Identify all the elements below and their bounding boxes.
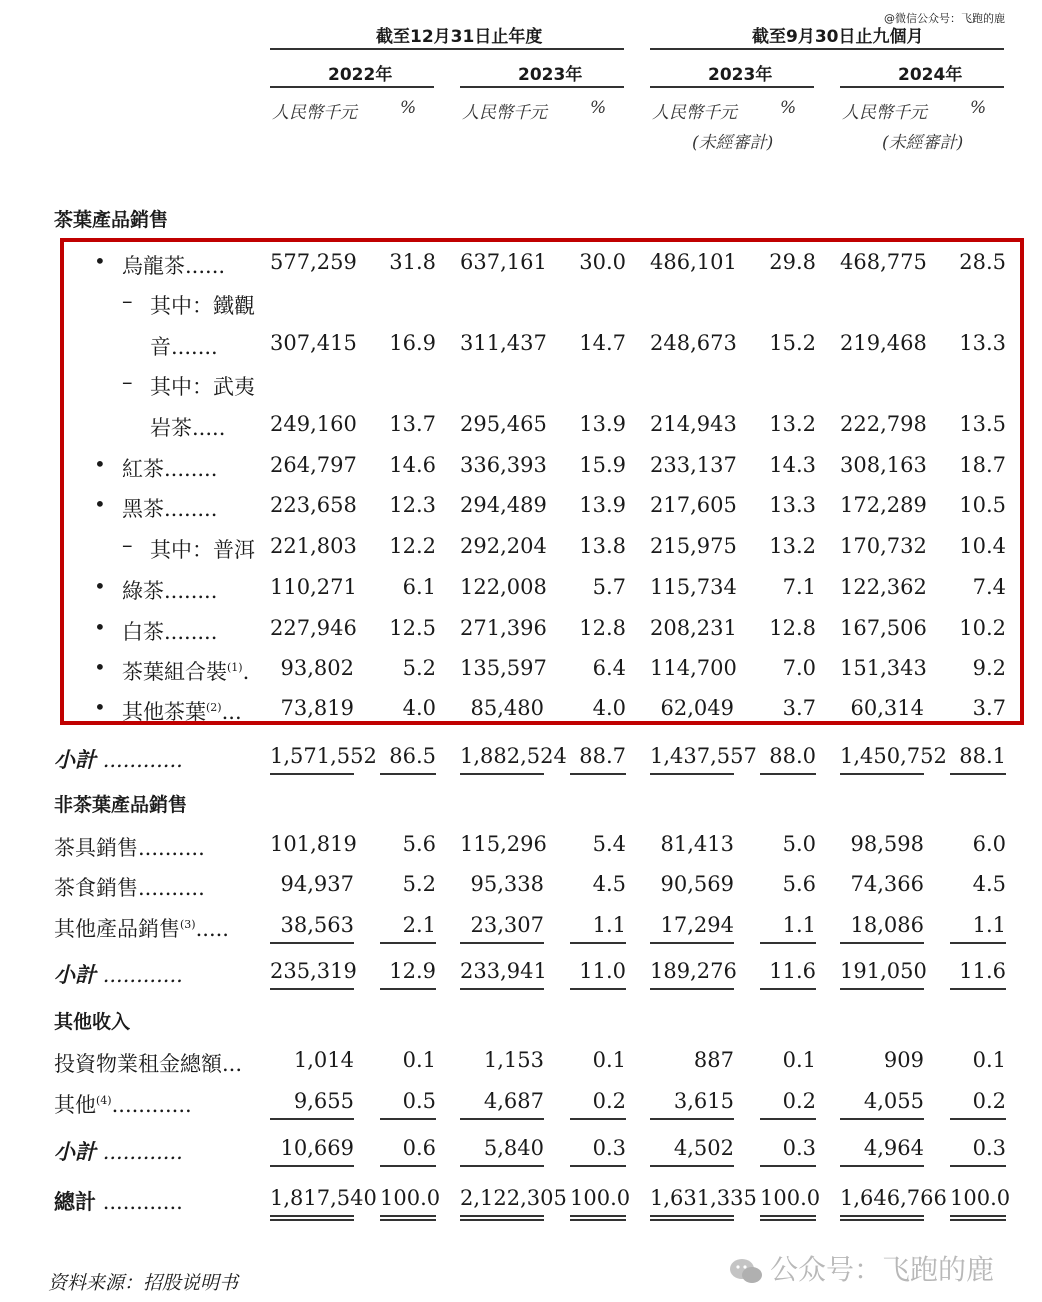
cell: 81,413 <box>660 832 734 856</box>
cell: 577,259 <box>270 250 357 274</box>
period-nine-months-header: 截至9月30日止九個月 <box>752 27 924 47</box>
cell: 10.4 <box>959 534 1006 558</box>
cell: 5,840 <box>483 1136 544 1160</box>
subtotal-underline <box>950 773 1006 775</box>
cell: 100.0 <box>380 1186 441 1210</box>
cell: 2.1 <box>402 913 436 937</box>
cell: 1.1 <box>782 913 816 937</box>
cell: 88.1 <box>959 744 1006 768</box>
cell: 1,646,766 <box>840 1186 947 1210</box>
cell: 98,598 <box>850 832 924 856</box>
cell: 0.6 <box>402 1136 436 1160</box>
cell: 101,819 <box>270 832 357 856</box>
table-row <box>0 449 1042 483</box>
table-row <box>0 612 1042 646</box>
row-label: 黑茶........ <box>122 497 218 521</box>
cell: 110,271 <box>270 575 357 599</box>
cell: 11.0 <box>579 959 626 983</box>
row-label: 音....... <box>150 335 218 359</box>
row-label: 綠茶........ <box>122 579 218 603</box>
cell: 248,673 <box>650 331 737 355</box>
subtotal-underline <box>840 988 924 990</box>
unit-rmb-label: 人民幣千元 <box>272 103 357 123</box>
watermark-top: @微信公众号：飞跑的鹿 <box>884 12 1005 25</box>
section-title-tea-sales: 茶葉產品銷售 <box>54 209 169 231</box>
table-row <box>0 868 1042 902</box>
cell: 4.0 <box>402 696 436 720</box>
row-label: 烏龍茶...... <box>122 254 226 278</box>
cell: 15.2 <box>769 331 816 355</box>
cell: 6.1 <box>402 575 436 599</box>
subtotal-underline <box>760 773 816 775</box>
cell: 0.3 <box>592 1136 626 1160</box>
table-row <box>0 327 1042 361</box>
cell: 62,049 <box>660 696 734 720</box>
cell: 292,204 <box>460 534 547 558</box>
subtotal-underline <box>840 773 924 775</box>
cell: 189,276 <box>650 959 737 983</box>
subtotal-underline <box>760 988 816 990</box>
table-row <box>0 489 1042 523</box>
cell: 18.7 <box>959 453 1006 477</box>
cell: 5.6 <box>402 832 436 856</box>
cell: 31.8 <box>389 250 436 274</box>
cell: 151,343 <box>840 656 927 680</box>
subtotal-row <box>0 1132 1042 1166</box>
year-header: 2023年 <box>518 65 583 85</box>
total-row <box>0 1182 1042 1216</box>
total-double-underline <box>840 1215 924 1221</box>
cell: 4.0 <box>592 696 626 720</box>
cell: 115,296 <box>460 832 547 856</box>
cell: 2,122,305 <box>460 1186 567 1210</box>
row-underline <box>760 942 816 944</box>
cell: 0.2 <box>972 1089 1006 1113</box>
period-year-header: 截至12月31日止年度 <box>376 27 543 47</box>
unit-pct-label: % <box>400 98 417 118</box>
header-rule <box>270 48 624 50</box>
total-double-underline <box>760 1215 816 1221</box>
year-rule <box>460 86 624 88</box>
subtotal-underline <box>570 773 626 775</box>
unit-rmb-label: 人民幣千元 <box>652 103 737 123</box>
cell: 90,569 <box>660 872 734 896</box>
row-underline <box>840 1118 924 1120</box>
cell: 9.2 <box>972 656 1006 680</box>
cell: 0.5 <box>402 1089 436 1113</box>
row-underline <box>840 942 924 944</box>
row-label: 茶食銷售.......... <box>54 876 205 900</box>
table-row <box>0 652 1042 686</box>
unit-pct-label: % <box>780 98 797 118</box>
cell: 249,160 <box>270 412 357 436</box>
cell: 6.4 <box>592 656 626 680</box>
cell: 4,687 <box>483 1089 544 1113</box>
cell: 1,014 <box>293 1048 354 1072</box>
cell: 167,506 <box>840 616 927 640</box>
cell: 295,465 <box>460 412 547 436</box>
row-label: 茶具銷售.......... <box>54 836 205 860</box>
unit-pct-label: % <box>590 98 607 118</box>
watermark-text: 公众号：飞跑的鹿 <box>770 1253 995 1286</box>
cell: 486,101 <box>650 250 737 274</box>
subtotal-underline <box>570 1165 626 1167</box>
cell: 14.7 <box>579 331 626 355</box>
cell: 85,480 <box>470 696 544 720</box>
cell: 11.6 <box>769 959 816 983</box>
cell: 12.5 <box>389 616 436 640</box>
row-underline <box>950 1118 1006 1120</box>
cell: 16.9 <box>389 331 436 355</box>
cell: 208,231 <box>650 616 737 640</box>
cell: 0.1 <box>782 1048 816 1072</box>
cell: 6.0 <box>972 832 1006 856</box>
cell: 28.5 <box>959 250 1006 274</box>
cell: 122,008 <box>460 575 547 599</box>
cell: 1,450,752 <box>840 744 947 768</box>
cell: 233,137 <box>650 453 737 477</box>
total-double-underline <box>950 1215 1006 1221</box>
subtotal-underline <box>760 1165 816 1167</box>
cell: 221,803 <box>270 534 357 558</box>
subtotal-underline <box>650 988 734 990</box>
cell: 5.2 <box>402 656 436 680</box>
cell: 1,631,335 <box>650 1186 757 1210</box>
table-row <box>0 246 1042 280</box>
cell: 100.0 <box>950 1186 1011 1210</box>
cell: 88.0 <box>769 744 816 768</box>
subtotal-underline <box>270 1165 354 1167</box>
cell: 29.8 <box>769 250 816 274</box>
row-underline <box>950 942 1006 944</box>
cell: 191,050 <box>840 959 927 983</box>
subtotal-label: 小計 ............ <box>54 962 183 987</box>
subtotal-underline <box>460 988 544 990</box>
cell: 1,817,540 <box>270 1186 377 1210</box>
table-row <box>0 530 1042 564</box>
cell: 311,437 <box>460 331 547 355</box>
row-label: 其中：武夷 <box>150 375 255 399</box>
subtotal-underline <box>840 1165 924 1167</box>
unaudited-label: (未經審計) <box>882 133 964 153</box>
row-underline <box>460 1118 544 1120</box>
cell: 1.1 <box>592 913 626 937</box>
total-double-underline <box>460 1215 544 1221</box>
year-header: 2023年 <box>708 65 773 85</box>
cell: 307,415 <box>270 331 357 355</box>
cell: 114,700 <box>650 656 737 680</box>
bullet-marker: • <box>94 695 106 719</box>
cell: 93,802 <box>280 656 354 680</box>
row-underline <box>460 942 544 944</box>
cell: 86.5 <box>389 744 436 768</box>
cell: 4,964 <box>863 1136 924 1160</box>
row-underline <box>570 1118 626 1120</box>
cell: 115,734 <box>650 575 737 599</box>
subtotal-label: 小計 ............ <box>54 1139 183 1164</box>
subtotal-underline <box>460 1165 544 1167</box>
cell: 73,819 <box>280 696 354 720</box>
subtotal-row <box>0 955 1042 989</box>
wechat-icon <box>728 1256 764 1286</box>
cell: 13.7 <box>389 412 436 436</box>
cell: 30.0 <box>579 250 626 274</box>
cell: 909 <box>883 1048 924 1072</box>
table-row <box>0 1085 1042 1119</box>
cell: 219,468 <box>840 331 927 355</box>
dash-marker: – <box>122 533 133 557</box>
bullet-marker: • <box>94 655 106 679</box>
cell: 4,055 <box>863 1089 924 1113</box>
cell: 235,319 <box>270 959 357 983</box>
table-row <box>0 367 1042 401</box>
cell: 13.3 <box>769 493 816 517</box>
cell: 5.2 <box>402 872 436 896</box>
cell: 5.0 <box>782 832 816 856</box>
cell: 3,615 <box>673 1089 734 1113</box>
subtotal-underline <box>270 988 354 990</box>
section-title-other-income: 其他收入 <box>54 1011 131 1033</box>
table-row <box>0 1044 1042 1078</box>
cell: 7.1 <box>782 575 816 599</box>
cell: 12.3 <box>389 493 436 517</box>
subtotal-underline <box>380 988 436 990</box>
cell: 38,563 <box>280 913 354 937</box>
footnote-ref: (3) <box>180 918 196 931</box>
total-double-underline <box>270 1215 354 1221</box>
cell: 13.8 <box>579 534 626 558</box>
cell: 172,289 <box>840 493 927 517</box>
row-label: 投資物業租金總額... <box>54 1052 243 1076</box>
unit-rmb-label: 人民幣千元 <box>842 103 927 123</box>
cell: 100.0 <box>760 1186 821 1210</box>
cell: 223,658 <box>270 493 357 517</box>
cell: 4,502 <box>673 1136 734 1160</box>
table-row <box>0 909 1042 943</box>
row-underline <box>270 942 354 944</box>
row-label: 其他產品銷售$^{(3)}$..... <box>54 917 229 941</box>
cell: 3.7 <box>972 696 1006 720</box>
cell: 887 <box>693 1048 734 1072</box>
subtotal-underline <box>650 1165 734 1167</box>
cell: 13.2 <box>769 412 816 436</box>
cell: 0.2 <box>592 1089 626 1113</box>
year-rule <box>270 86 434 88</box>
cell: 4.5 <box>592 872 626 896</box>
bullet-marker: • <box>94 249 106 273</box>
cell: 14.6 <box>389 453 436 477</box>
cell: 100.0 <box>570 1186 631 1210</box>
footnote-ref: (2) <box>206 701 222 714</box>
cell: 14.3 <box>769 453 816 477</box>
cell: 9,655 <box>293 1089 354 1113</box>
cell: 13.9 <box>579 493 626 517</box>
cell: 233,941 <box>460 959 547 983</box>
cell: 74,366 <box>850 872 924 896</box>
table-row <box>0 828 1042 862</box>
cell: 5.6 <box>782 872 816 896</box>
cell: 215,975 <box>650 534 737 558</box>
row-underline <box>760 1118 816 1120</box>
year-rule <box>650 86 814 88</box>
row-underline <box>650 942 734 944</box>
cell: 0.3 <box>782 1136 816 1160</box>
year-header: 2022年 <box>328 65 393 85</box>
subtotal-underline <box>460 773 544 775</box>
cell: 12.2 <box>389 534 436 558</box>
cell: 7.4 <box>972 575 1006 599</box>
cell: 0.2 <box>782 1089 816 1113</box>
cell: 7.0 <box>782 656 816 680</box>
unit-rmb-label: 人民幣千元 <box>462 103 547 123</box>
cell: 13.3 <box>959 331 1006 355</box>
cell: 294,489 <box>460 493 547 517</box>
cell: 13.2 <box>769 534 816 558</box>
subtotal-underline <box>270 773 354 775</box>
row-label: 其中：鐵觀 <box>150 294 255 318</box>
total-double-underline <box>380 1215 436 1221</box>
cell: 1,571,552 <box>270 744 377 768</box>
table-row <box>0 408 1042 442</box>
cell: 0.3 <box>972 1136 1006 1160</box>
cell: 214,943 <box>650 412 737 436</box>
cell: 1,153 <box>483 1048 544 1072</box>
cell: 10,669 <box>280 1136 354 1160</box>
row-underline <box>650 1118 734 1120</box>
source-note: 资料来源：招股说明书 <box>48 1272 239 1294</box>
cell: 1.1 <box>972 913 1006 937</box>
subtotal-underline <box>950 988 1006 990</box>
row-underline <box>270 1118 354 1120</box>
cell: 1,437,557 <box>650 744 757 768</box>
subtotal-underline <box>570 988 626 990</box>
total-double-underline <box>570 1215 626 1221</box>
cell: 1,882,524 <box>460 744 567 768</box>
cell: 3.7 <box>782 696 816 720</box>
cell: 0.1 <box>972 1048 1006 1072</box>
year-rule <box>840 86 1004 88</box>
footnote-ref: (1) <box>227 661 243 674</box>
subtotal-underline <box>650 773 734 775</box>
row-label: 紅茶........ <box>122 457 218 481</box>
bullet-marker: • <box>94 615 106 639</box>
table-row <box>0 286 1042 320</box>
row-underline <box>380 942 436 944</box>
row-underline <box>570 942 626 944</box>
row-label: 其中：普洱 <box>150 538 255 562</box>
cell: 95,338 <box>470 872 544 896</box>
unaudited-label: (未經審計) <box>692 133 774 153</box>
cell: 88.7 <box>579 744 626 768</box>
cell: 13.5 <box>959 412 1006 436</box>
cell: 13.9 <box>579 412 626 436</box>
subtotal-underline <box>380 1165 436 1167</box>
cell: 468,775 <box>840 250 927 274</box>
cell: 10.5 <box>959 493 1006 517</box>
cell: 170,732 <box>840 534 927 558</box>
subtotal-row <box>0 740 1042 774</box>
cell: 308,163 <box>840 453 927 477</box>
cell: 122,362 <box>840 575 927 599</box>
cell: 60,314 <box>850 696 924 720</box>
cell: 271,396 <box>460 616 547 640</box>
cell: 227,946 <box>270 616 357 640</box>
subtotal-underline <box>950 1165 1006 1167</box>
cell: 12.8 <box>579 616 626 640</box>
cell: 12.9 <box>389 959 436 983</box>
cell: 12.8 <box>769 616 816 640</box>
cell: 264,797 <box>270 453 357 477</box>
row-label: 岩茶..... <box>150 416 226 440</box>
cell: 17,294 <box>660 913 734 937</box>
row-label: 茶葉組合裝$^{(1)}$. <box>122 660 250 684</box>
subtotal-label: 小計 ............ <box>54 747 183 772</box>
bullet-marker: • <box>94 452 106 476</box>
dash-marker: – <box>122 370 133 394</box>
header-rule <box>650 48 1004 50</box>
cell: 18,086 <box>850 913 924 937</box>
bullet-marker: • <box>94 574 106 598</box>
cell: 5.4 <box>592 832 626 856</box>
cell: 94,937 <box>280 872 354 896</box>
cell: 217,605 <box>650 493 737 517</box>
cell: 4.5 <box>972 872 1006 896</box>
cell: 23,307 <box>470 913 544 937</box>
cell: 10.2 <box>959 616 1006 640</box>
row-label: 其他茶葉$^{(2)}$... <box>122 700 242 724</box>
unit-pct-label: % <box>970 98 987 118</box>
total-double-underline <box>650 1215 734 1221</box>
cell: 0.1 <box>592 1048 626 1072</box>
watermark-bottom <box>728 1248 994 1288</box>
section-title-non-tea-sales: 非茶葉產品銷售 <box>54 794 188 816</box>
bullet-marker: • <box>94 492 106 516</box>
cell: 135,597 <box>460 656 547 680</box>
table-row <box>0 571 1042 605</box>
row-label: 白茶........ <box>122 620 218 644</box>
subtotal-underline <box>380 773 436 775</box>
cell: 637,161 <box>460 250 547 274</box>
row-underline <box>380 1118 436 1120</box>
cell: 222,798 <box>840 412 927 436</box>
footnote-ref: (4) <box>96 1094 112 1107</box>
cell: 5.7 <box>592 575 626 599</box>
year-header: 2024年 <box>898 65 963 85</box>
total-label: 總計 ............ <box>54 1189 183 1214</box>
cell: 0.1 <box>402 1048 436 1072</box>
cell: 15.9 <box>579 453 626 477</box>
dash-marker: – <box>122 289 133 313</box>
table-row <box>0 692 1042 726</box>
cell: 336,393 <box>460 453 547 477</box>
cell: 11.6 <box>959 959 1006 983</box>
row-label: 其他$^{(4)}$............ <box>54 1093 192 1117</box>
